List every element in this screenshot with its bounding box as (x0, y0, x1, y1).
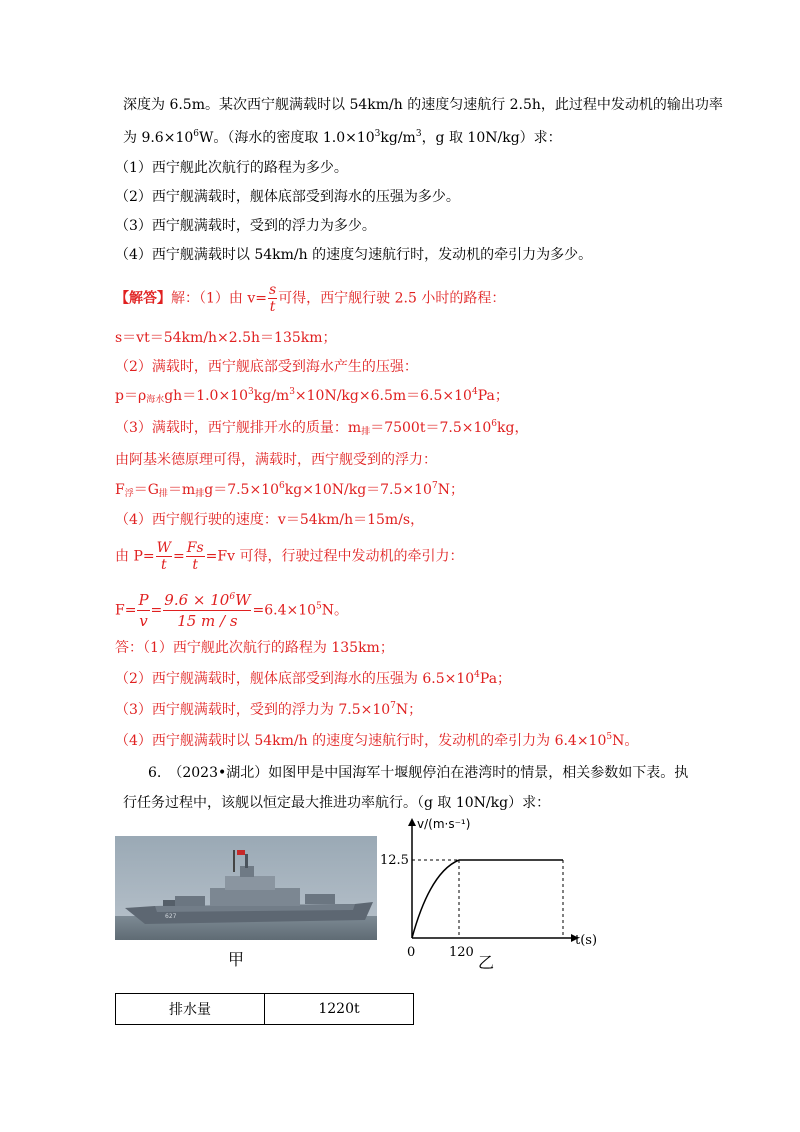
answer-line-4: （4）西宁舰满载时以 54km/h 的速度匀速航行时，发动机的牵引力为 $6.4\times 10^5N$。 (115, 732, 639, 749)
solution-line-3: （2）满载时，西宁舰底部受到海水产生的压强： (115, 359, 418, 375)
solution-line-4: $p=\rho_{海水}gh=1.0\times 10^3kg/m^3\times 10N/kg\times 6.5m=6.5\times 10^4Pa$； (115, 387, 509, 405)
caption-yi: 乙 (478, 953, 495, 972)
fraction-fs-over-t: $\frac{Fs}{t}$ (186, 540, 204, 573)
question-3: （3）西宁舰满载时，受到的浮力为多少。 (115, 218, 376, 234)
answer-line-3: （3）西宁舰满载时，受到的浮力为 $7.5\times 10^7N$； (115, 701, 423, 718)
solution-line-1: 【解答】解：（1）由 v= $\frac{s}{t}$ 可得，西宁舰行驶 2.5 小时的路程： (115, 282, 506, 315)
velocity-time-graph (375, 816, 605, 972)
caption-jia: 甲 (228, 950, 245, 969)
x-tick-label-0: 0 (407, 945, 416, 960)
fraction-power-over-speed: $\frac{9.6 \times 10^6W}{15 m / s}$ (164, 591, 251, 630)
solution-line-9: 由 P= $\frac{W}{t}$ = $\frac{Fs}{t}$ =Fv 可得，行驶过程中发动机的牵引力： (115, 540, 464, 573)
y-axis-label: v/(m·s⁻¹) (417, 817, 471, 831)
warship-photo (115, 836, 377, 940)
solution-line-7: $F_浮=G_排=m_排g=7.5\times 10^6kg\times 10N/kg=7.5\times 10^7N$； (115, 481, 464, 499)
y-tick-label: 12.5 (380, 853, 409, 868)
hull-number: 627 (165, 913, 177, 920)
question-2: （2）西宁舰满载时，舰体底部受到海水的压强为多少。 (115, 189, 460, 205)
solution-tag: 【解答】 (115, 290, 171, 307)
problem-text-line: 为 $9.6\times 10^6W$。（海水的密度取 $1.0\times 10^3kg/m^3$，g 取 10N/kg）求： (123, 129, 562, 146)
fraction-s-over-t: $\frac{s}{t}$ (269, 282, 277, 315)
solution-line-8: （4）西宁舰行驶的速度：v＝54km/h＝15m/s， (115, 512, 425, 528)
problem6-line-2: 行任务过程中，该舰以恒定最大推进功率航行。（g 取 10N/kg）求： (123, 795, 551, 811)
x-tick-label-120: 120 (449, 945, 474, 960)
problem6-line-1: 6. （2023•湖北）如图甲是中国海军十堰舰停泊在港湾时的情景，相关参数如下表。执 (148, 765, 689, 781)
problem-text-line: 深度为 6.5m。某次西宁舰满载时以 54km/h 的速度匀速航行 2.5h，此过程中发动机的输出功率 (123, 97, 723, 113)
table-row (116, 994, 414, 1025)
answer-line-2: （2）西宁舰满载时，舰体底部受到海水的压强为 $6.5\times 10^4Pa$； (115, 670, 512, 687)
answer-line-1: 答：（1）西宁舰此次航行的路程为 135km； (115, 640, 394, 656)
solution-line-5: （3）满载时，西宁舰排开水的质量：$m_排=7500t=7.5\times 10^6kg$， (115, 419, 529, 437)
table-cell-value: 1220t (265, 994, 414, 1025)
table-cell-label: 排水量 (116, 994, 265, 1025)
x-axis-label: t(s) (575, 933, 598, 948)
solution-line-10: F= $\frac{P}{v}$ = $\frac{9.6 \times 10^6W}{15 m / s}$ $=6.4\times 10^5N$。 (115, 591, 349, 630)
question-1: （1）西宁舰此次航行的路程为多少。 (115, 160, 348, 176)
question-4: （4）西宁舰满载时以 54km/h 的速度匀速航行时，发动机的牵引力为多少。 (115, 247, 593, 263)
solution-line-2: s＝vt＝54km/h×2.5h＝135km； (115, 330, 337, 346)
solution-line-6: 由阿基米德原理可得，满载时，西宁舰受到的浮力： (115, 452, 437, 468)
fraction-w-over-t: $\frac{W}{t}$ (156, 540, 171, 573)
fraction-p-over-v: $\frac{P}{v}$ (138, 591, 149, 630)
parameter-table (115, 993, 414, 1025)
